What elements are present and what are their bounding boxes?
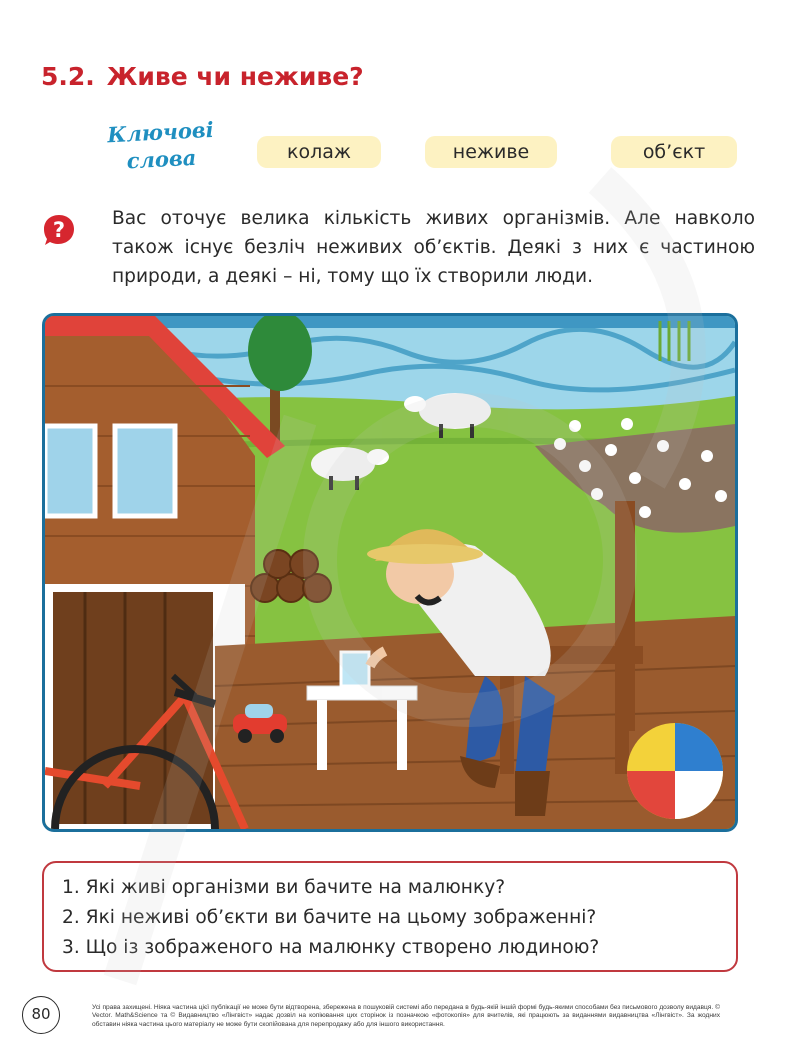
questions-list xyxy=(44,863,736,963)
keywords-label-line1: Ключові xyxy=(106,116,215,148)
question-item: 2. Які неживі об’єкти ви бачите на цьому зображенні? xyxy=(62,907,597,928)
keywords-label xyxy=(107,115,238,176)
page-number: 80 xyxy=(22,996,60,1034)
intro-paragraph: Вас оточує велика кількість живих організмів. Але навколо також існує безліч неживих об’єктів. Деякі з них є частиною природи, а деякі – ні, тому що їх створили люди. xyxy=(112,208,755,287)
svg-text:?: ? xyxy=(52,218,66,242)
keywords-label-line2: слова xyxy=(126,144,197,174)
question-icon xyxy=(42,213,76,247)
question-item: 3. Що із зображеного на малюнку створено людиною? xyxy=(62,937,600,958)
keyword-pill: колаж xyxy=(257,136,381,168)
section-heading: Живе чи неживе? xyxy=(106,62,364,91)
keyword-pill: неживе xyxy=(425,136,557,168)
copyright-notice: Усі права захищені. Ніяка частина цієї публікації не може бути відтворена, збережена в пошуковій системі або передана в будь-якій іншій формі будь-якими способами без письмового дозволу видавця. © Vector. Math&Science та © Видавництво «Лінгвіст» надає дозвіл на копіювання цих сторінок із позначкою «фотокопія» для вчителів, які працюють за виданнями видавництва «Лінгвіст». За жодних обставин ніяка частина цього матеріалу не може бути скопійована для перепродажу або для іншого використання. xyxy=(92,1004,720,1028)
section-title xyxy=(41,62,364,91)
keyword-pill: об’єкт xyxy=(611,136,737,168)
farm-illustration xyxy=(42,313,738,832)
questions-box xyxy=(42,861,738,972)
question-item: 1. Які живі організми ви бачите на малюнку? xyxy=(62,877,506,898)
section-number: 5.2. xyxy=(41,62,95,91)
